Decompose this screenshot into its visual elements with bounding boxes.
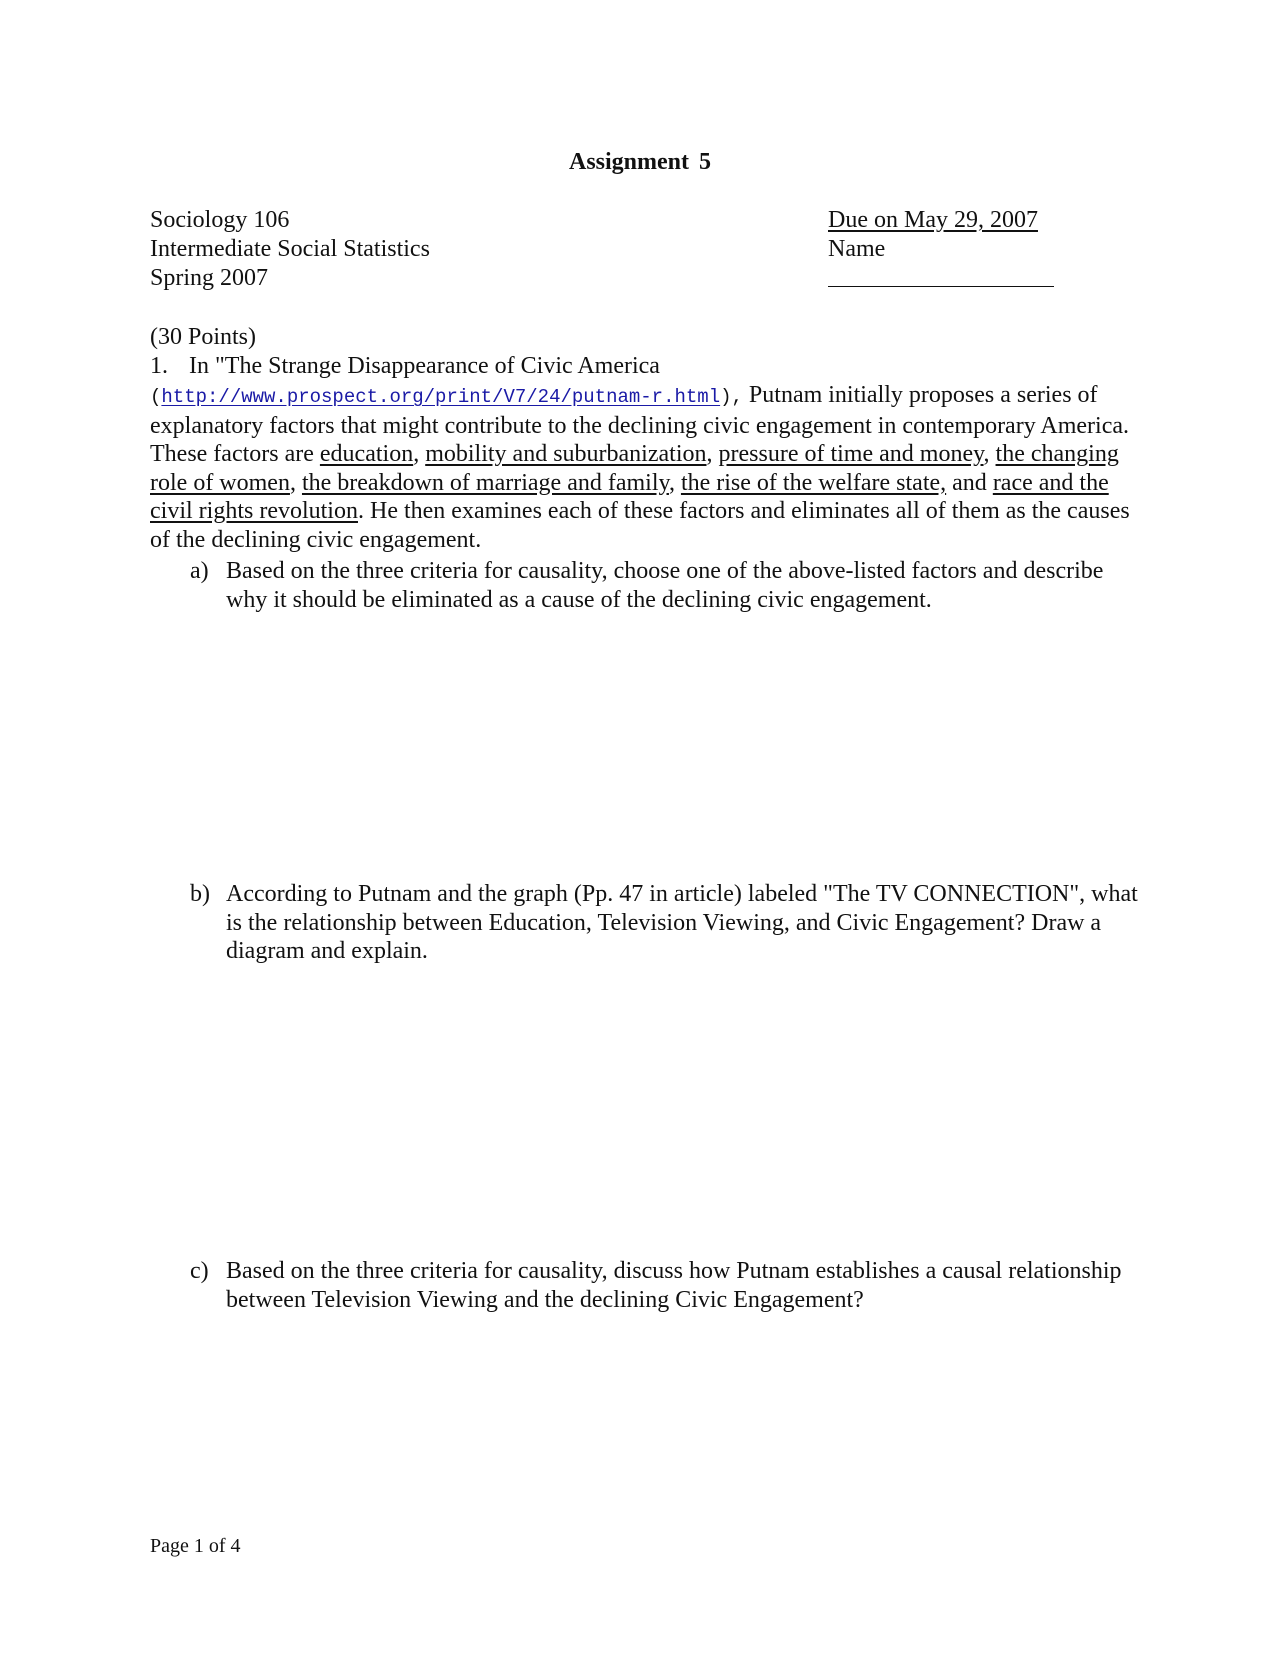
factor-mobility: mobility and suburbanization [425,441,707,467]
factor-time-money: pressure of time and money [718,441,984,467]
question-number: 1. [150,353,168,379]
subquestion-text: According to Putnam and the graph (Pp. 47 in article) labeled "The TV CONNECTION", what is the relationship between Education, Television Viewing, and Civic Engagement? Draw a diagram and explain. [226,881,1138,964]
factor-education: education [319,441,414,467]
page-number: Page 1 of 4 [150,1535,241,1557]
due-date: Due on May 29, 2007 [828,207,1038,233]
page-title [0,148,1280,177]
factor-welfare: the rise of the welfare state, [680,469,947,496]
subquestion-text: Based on the three criteria for causality, choose one of the above-listed factors and describe why it should be eliminated as a cause of the declining civic engagement. [226,558,1104,613]
factor-women: the changing role of women [150,441,1119,496]
subquestion-c [190,1257,1150,1314]
name-label: Name [828,236,886,262]
factor-race: race and the civil rights revolution [150,469,1109,524]
question-intro: In "The Strange Disappearance of Civic America [189,353,660,379]
subquestion-text: Based on the three criteria for causality, discuss how Putnam establishes a causal relationship between Television Viewing and the declining Civic Engagement? [226,1258,1122,1313]
question-1-heading [150,352,1130,381]
course-term: Spring 2007 [150,265,269,291]
subquestion-letter: b) [190,881,210,907]
question-1-body: (http://www.prospect.org/print/V7/24/putnam-r.html), Putnam initially proposes a series of explanatory factors that might contribute to the declining civic engagement in contemporary America. These factors are education, mobility and suburbanization, pressure of time and money, the changing role of women, the breakdown of marriage and family, the rise of the welfare state, and race and the civil rights revolution. He then examines each of these factors and eliminates all of them as the causes of the declining civic engagement. [150,382,1130,553]
subquestion-letter: c) [190,1258,209,1284]
subquestion-b [190,880,1150,966]
course-title: Intermediate Social Statistics [150,236,430,262]
points-label: (30 Points) [150,324,257,350]
course-info [150,206,430,293]
course-code: Sociology 106 [150,207,290,233]
title-text: Assignment [568,149,689,175]
subquestion-a [190,557,1150,614]
assignment-number: 5 [699,149,711,175]
subquestion-letter: a) [190,558,209,584]
factor-marriage: the breakdown of marriage and family [301,469,669,496]
article-link[interactable]: http://www.prospect.org/print/V7/24/putnam-r.html [161,386,721,408]
name-blank-line [828,264,1054,287]
due-info [828,206,1054,293]
